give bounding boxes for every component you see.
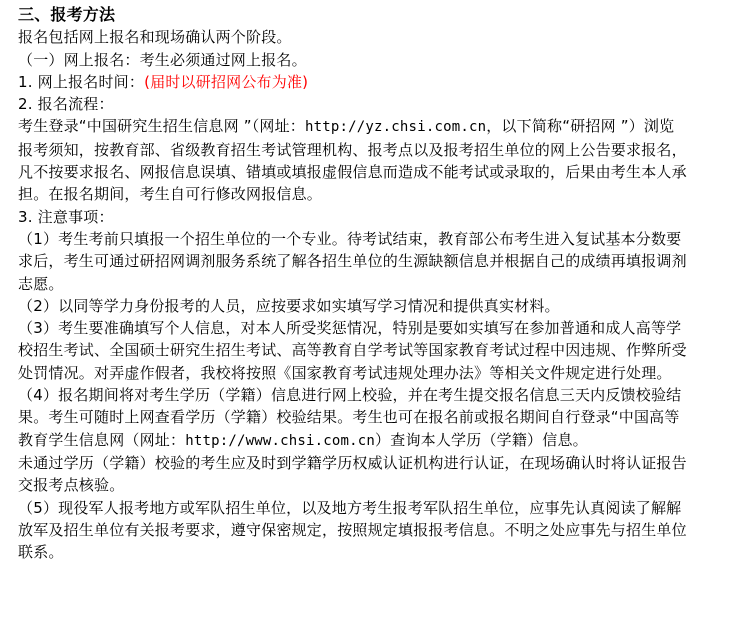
note-line-11: 交报考点核验。 xyxy=(18,476,125,495)
section-heading: 三、报考方法 xyxy=(18,5,116,24)
flow-line-0 xyxy=(18,115,732,138)
chsi-url-link[interactable]: http://www.chsi.com.cn xyxy=(185,432,376,449)
part1-title: （一）网上报名：考生必须通过网上报名。 xyxy=(18,50,307,69)
flow-line-3: 担。在报名期间，考生自可行修改网报信息。 xyxy=(18,185,323,204)
item1-line xyxy=(18,71,732,93)
item3-label: 3. 注意事项： xyxy=(18,207,114,226)
item2-label: 2. 报名流程： xyxy=(18,95,114,114)
flow-line-1: 报考须知，按教育部、省级教育招生考试管理机构、报考点以及报考招生单位的网上公告要求报名， xyxy=(18,140,687,159)
note-line-4: （3）考生要准确填写个人信息，对本人所受奖惩情况，特别是要如实填写在参加普通和成人高等学 xyxy=(18,319,682,338)
note-line-3: （2）以同等学力身份报考的人员，应按要求如实填写学习情况和提供真实材料。 xyxy=(18,296,560,315)
yz-url-link[interactable]: http://yz.chsi.com.cn xyxy=(305,119,487,136)
note-line-6: 处罚情况。对弄虚作假者，我校将按照《国家教育考试违规处理办法》等相关文件规定进行处理。 xyxy=(18,363,672,382)
item1-value: (届时以研招网公布为准) xyxy=(144,72,309,91)
document-body xyxy=(18,4,732,563)
note-line-7: （4）报名期间将对考生学历（学籍）信息进行网上校验，并在考生提交报名信息三天内反馈校验结 xyxy=(18,386,682,405)
flow-text-post: ，以下简称“研招网 ”）浏览 xyxy=(486,117,675,136)
note-text-pre: 教育学生信息网（网址： xyxy=(18,430,186,449)
note-line-0: （1）考生考前只填报一个招生单位的一个专业。待考试结束，教育部公布考生进入复试基本分数要 xyxy=(18,229,682,248)
note-line-1: 求后，考生可通过研招网调剂服务系统了解各招生单位的生源缺额信息并根据自己的成绩再填报调剂 xyxy=(18,252,687,271)
note-line-12: （5）现役军人报考地方或军队招生单位，以及地方考生报考军队招生单位，应事先认真阅读了解解 xyxy=(18,498,682,517)
note-line-14: 联系。 xyxy=(18,543,64,562)
note-line-2: 志愿。 xyxy=(18,274,64,293)
note-line-13: 放军及招生单位有关报考要求，遵守保密规定，按照规定填报报考信息。不明之处应事先与招生单位 xyxy=(18,520,687,539)
flow-line-2: 凡不按要求报名、网报信息误填、错填或填报虚假信息而造成不能考试或录取的，后果由考生本人承 xyxy=(18,163,687,182)
note-line-5: 校招生考试、全国硕士研究生招生考试、高等教育自学考试等国家教育考试过程中因违规、作弊所受 xyxy=(18,341,687,360)
flow-text-pre: 考生登录“中国研究生招生信息网 ”（网址： xyxy=(18,117,306,136)
item1-label: 1. 网上报名时间： xyxy=(18,72,145,91)
note-line-8: 果。考生可随时上网查看学历（学籍）校验结果。考生也可在报名前或报名期间自行登录“中国高等 xyxy=(18,408,680,427)
intro-text: 报名包括网上报名和现场确认两个阶段。 xyxy=(18,28,292,47)
note-text-post: ）查询本人学历（学籍）信息。 xyxy=(375,430,588,449)
note-line-10: 未通过学历（学籍）校验的考生应及时到学籍学历权威认证机构进行认证，在现场确认时将认证报告 xyxy=(18,453,687,472)
note-line-9 xyxy=(18,429,732,452)
